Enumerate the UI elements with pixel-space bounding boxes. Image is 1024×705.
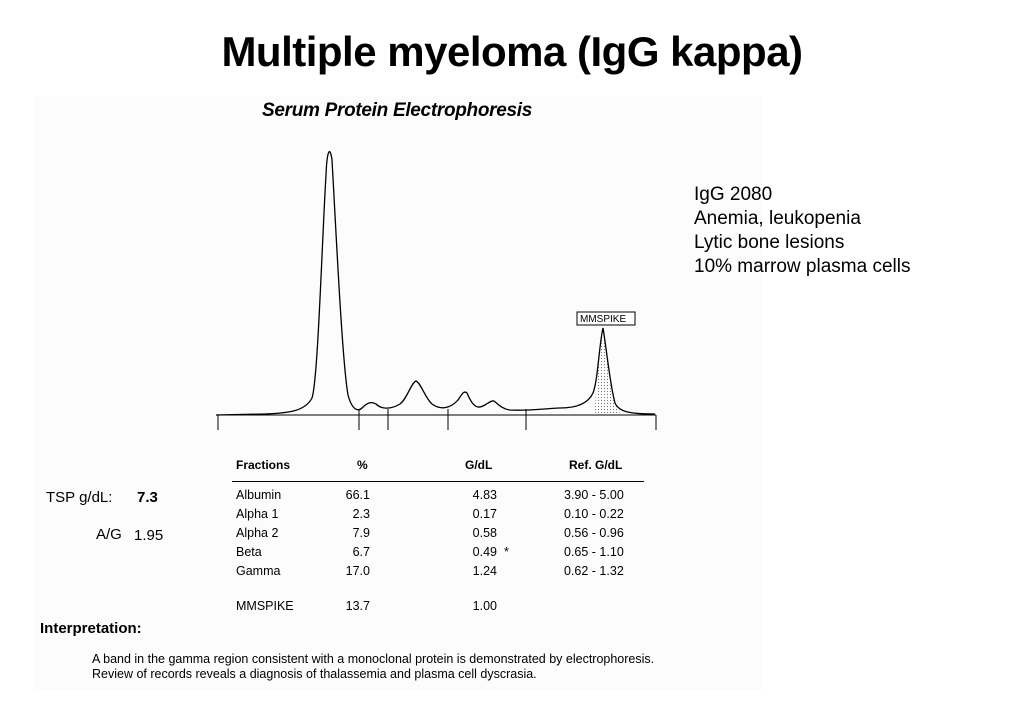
table-cell-fraction: Gamma (236, 564, 281, 578)
table-cell-fraction: Alpha 1 (236, 507, 279, 521)
spike-label: MMSPIKE (580, 314, 627, 325)
table-cell-gdl: 4.83 (472, 488, 497, 502)
clinical-notes (694, 183, 910, 279)
interpretation-heading: Interpretation: (40, 620, 142, 637)
table-cell-gdl: 0.17 (472, 507, 497, 521)
table-cell-ref: 0.65 - 1.10 (564, 545, 624, 559)
note-line: Lytic bone lesions (694, 232, 845, 253)
table-cell-flag: * (504, 545, 509, 559)
report-title: Serum Protein Electrophoresis (262, 100, 533, 121)
tsp-label: TSP g/dL: (46, 489, 113, 506)
table-cell-ref: 0.62 - 1.32 (564, 564, 624, 578)
table-cell-fraction: Alpha 2 (236, 526, 279, 540)
table-cell-pct: 2.3 (352, 507, 370, 521)
table-cell-pct: 13.7 (345, 599, 370, 613)
header-rule (232, 481, 644, 482)
interpretation-line: Review of records reveals a diagnosis of thalassemia and plasma cell dyscrasia. (92, 667, 537, 681)
note-line: IgG 2080 (694, 184, 773, 205)
table-cell-pct: 66.1 (345, 488, 370, 502)
col-header-fractions: Fractions (236, 458, 291, 472)
interpretation-text (92, 652, 654, 682)
note-line: 10% marrow plasma cells (694, 256, 911, 277)
col-header-ref: Ref. G/dL (569, 458, 623, 472)
tsp-value: 7.3 (137, 489, 158, 506)
ag-value: 1.95 (134, 527, 164, 544)
table-cell-fraction: MMSPIKE (236, 599, 294, 613)
table-cell-fraction: Albumin (236, 488, 282, 502)
note-line: Anemia, leukopenia (694, 208, 861, 229)
ag-label: A/G (96, 526, 122, 543)
table-cell-pct: 6.7 (352, 545, 370, 559)
col-header-gdl: G/dL (465, 458, 493, 472)
table-cell-fraction: Beta (236, 545, 262, 559)
table-cell-pct: 7.9 (352, 526, 370, 540)
table-cell-ref: 0.10 - 0.22 (564, 507, 624, 521)
table-cell-gdl: 0.58 (472, 526, 497, 540)
tracing-curve (216, 152, 655, 415)
table-cell-ref: 0.56 - 0.96 (564, 526, 624, 540)
interpretation-line: A band in the gamma region consistent with a monoclonal protein is demonstrated by electrophoresis. (92, 652, 655, 666)
table-cell-ref: 3.90 - 5.00 (564, 488, 624, 502)
slide-title: Multiple myeloma (IgG kappa) (221, 28, 803, 75)
table-cell-gdl: 1.00 (472, 599, 497, 613)
col-header-percent: % (357, 458, 368, 472)
table-cell-gdl: 1.24 (472, 564, 497, 578)
table-cell-pct: 17.0 (345, 564, 370, 578)
table-cell-gdl: 0.49 (472, 545, 497, 559)
